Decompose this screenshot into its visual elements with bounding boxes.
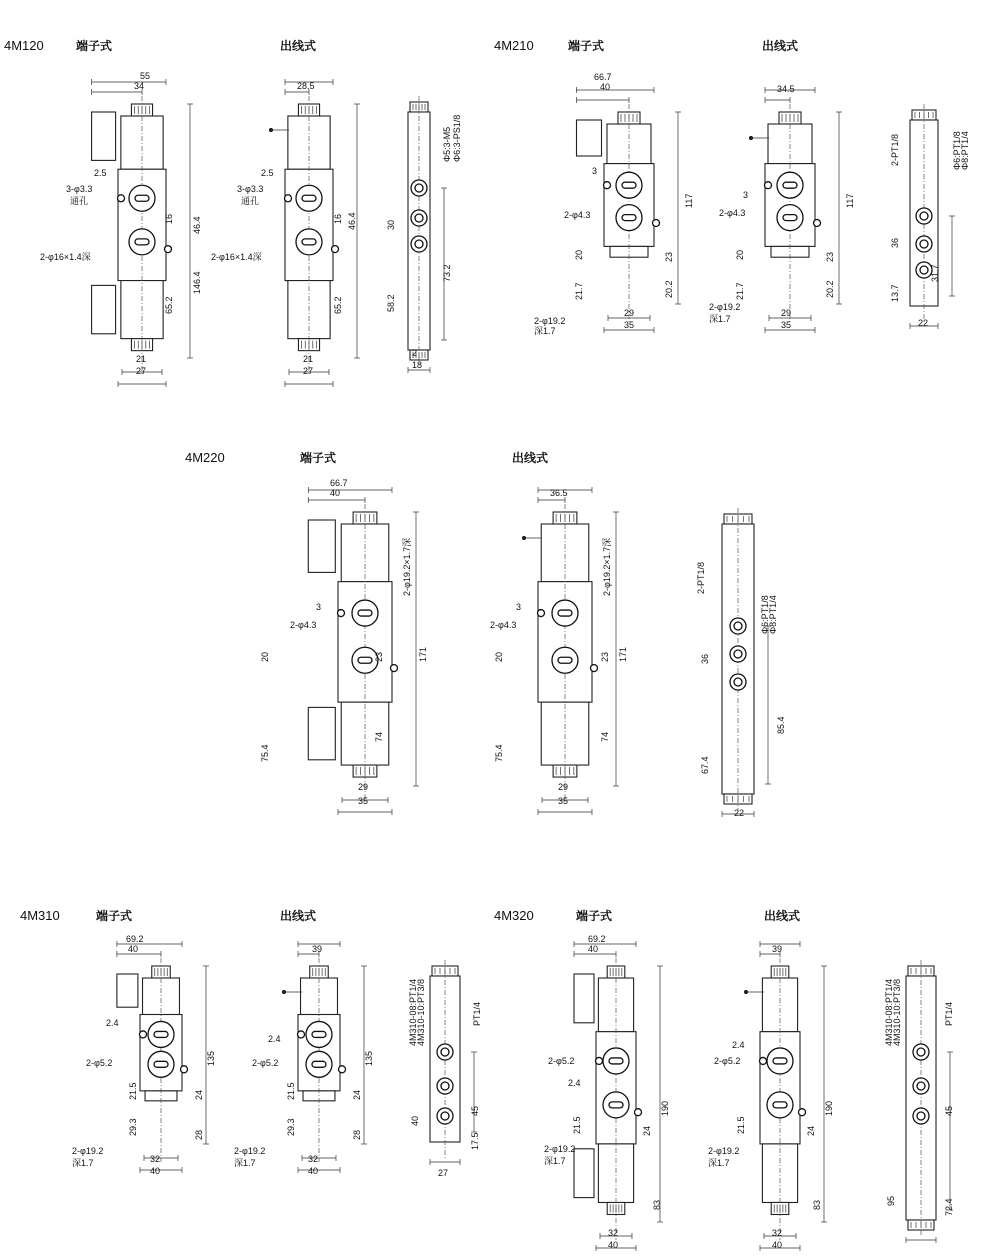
dimension-label: 2.4 xyxy=(568,1078,581,1088)
dimension-label: 40 xyxy=(600,82,611,92)
dimension-label: 40 xyxy=(308,1166,319,1176)
model-title: 4M310 xyxy=(20,908,60,923)
dimension-label: 22 xyxy=(918,318,929,328)
dimension-label: 40 xyxy=(150,1166,161,1176)
dimension-label: 13.7 xyxy=(890,284,900,302)
port-bore xyxy=(920,212,928,220)
port-bore xyxy=(441,1112,449,1120)
dimension-label: 30 xyxy=(386,219,396,230)
mount-hole xyxy=(591,665,598,672)
mount-hole xyxy=(635,1109,642,1116)
dimension-label: 190 xyxy=(660,1100,670,1116)
dimension-label: 72.4 xyxy=(944,1198,954,1216)
dimension-label: 2-φ4.3 xyxy=(564,210,591,220)
mount-hole xyxy=(338,610,345,617)
dimension-label: 2.4 xyxy=(268,1034,281,1044)
dimension-label: 171 xyxy=(418,646,428,662)
port-slot xyxy=(558,610,572,616)
dimension-label: Φ6:3-PS1/8 xyxy=(452,114,462,162)
view-title-terminal: 端子式 xyxy=(76,39,113,53)
dimension-label: 73.2 xyxy=(442,264,452,282)
dimension-label: 35 xyxy=(358,796,369,806)
port-slot xyxy=(312,1061,326,1067)
dimension-label: 2.5 xyxy=(94,168,107,178)
port-slot xyxy=(783,215,797,221)
dimension-label: 18 xyxy=(412,360,423,370)
dimension-label: 34.5 xyxy=(777,84,795,94)
dimension-label: 83 xyxy=(652,1199,662,1210)
dimension-label: 75.4 xyxy=(260,744,270,762)
dimension-label: PT1/4 xyxy=(472,1001,482,1026)
view-title-lead: 出线式 xyxy=(280,909,317,923)
dimension-label: 95 xyxy=(886,1195,896,1206)
port-bore xyxy=(441,1048,449,1056)
dimension-label: 2-PT1/8 xyxy=(890,133,900,166)
mount-hole xyxy=(391,665,398,672)
port-slot xyxy=(622,182,636,188)
annotation-label: 深1.7 xyxy=(72,1158,94,1168)
dimension-label: 28.5 xyxy=(297,81,315,91)
dimension-label: 20 xyxy=(494,651,504,662)
port-bore xyxy=(734,622,742,630)
dimension-label: 66.7 xyxy=(594,72,612,82)
view-title-lead: 出线式 xyxy=(762,39,799,53)
lead-wire-end xyxy=(744,990,747,993)
annotation-label: 深1.7 xyxy=(544,1156,566,1166)
mount-hole xyxy=(814,220,821,227)
dimension-label: 117 xyxy=(684,193,694,208)
mount-hole xyxy=(140,1031,147,1038)
mount-hole xyxy=(760,1057,767,1064)
dimension-label: 21.7 xyxy=(574,282,584,300)
port-slot xyxy=(154,1031,168,1037)
dimension-label: 27 xyxy=(438,1168,449,1178)
dimension-label: 171 xyxy=(618,646,628,662)
dimension-label: 2-φ4.3 xyxy=(290,620,317,630)
port-slot xyxy=(302,239,316,245)
dimension-label: 29.3 xyxy=(128,1118,138,1136)
dimension-label: 40 xyxy=(588,944,599,954)
dimension-label: 21.5 xyxy=(128,1082,138,1100)
dimension-label: 40 xyxy=(410,1115,420,1126)
port-bore xyxy=(441,1082,449,1090)
mount-hole xyxy=(285,195,292,202)
dimension-label: 深1.7 xyxy=(234,1158,256,1168)
dimension-label: 36 xyxy=(890,237,900,248)
dimension-label: 2.5 xyxy=(261,168,274,178)
dimension-label: 4M310-08:PT1/4 xyxy=(408,978,418,1046)
dimension-label: 35 xyxy=(781,320,792,330)
dimension-label: 55 xyxy=(140,71,151,81)
group-4m210 xyxy=(494,38,970,336)
dimension-label: 3 xyxy=(516,602,522,612)
dimension-label: 2-PT1/8 xyxy=(696,561,706,594)
view-title-terminal: 端子式 xyxy=(300,451,337,465)
port-slot xyxy=(773,1058,787,1064)
dimension-label: 20 xyxy=(574,249,584,260)
connector-housing xyxy=(577,120,602,156)
dimension-label: 21.7 xyxy=(735,282,745,300)
dimension-label: 2-φ19.2 xyxy=(709,302,741,312)
dimension-label: 32 xyxy=(150,1154,161,1164)
dimension-label: 190 xyxy=(824,1100,834,1116)
dimension-label: 27 xyxy=(136,366,147,376)
dimension-label: 65.2 xyxy=(164,296,174,314)
dimension-label: 16 xyxy=(164,213,174,224)
mount-hole xyxy=(298,1031,305,1038)
dimension-label: 2-φ5.2 xyxy=(252,1058,279,1068)
group-4m120 xyxy=(4,38,462,387)
port-bore xyxy=(917,1048,925,1056)
dimension-label: 24 xyxy=(806,1125,816,1136)
dimension-label: 35 xyxy=(624,320,635,330)
dimension-label: 29 xyxy=(558,782,569,792)
mount-hole xyxy=(799,1109,806,1116)
dimension-label: 85.4 xyxy=(776,716,786,734)
dimension-label: 69.2 xyxy=(588,934,606,944)
dimension-label: 24 xyxy=(194,1089,204,1100)
port-bore xyxy=(415,214,423,222)
port-slot xyxy=(312,1031,326,1037)
view-title-lead: 出线式 xyxy=(280,39,317,53)
port-slot xyxy=(154,1061,168,1067)
view-title-lead: 出线式 xyxy=(764,909,801,923)
group-4m310 xyxy=(20,908,482,1178)
port-bore xyxy=(415,184,423,192)
mount-hole xyxy=(339,1066,346,1073)
port-slot xyxy=(135,195,149,201)
dimension-label: 2-φ16×1.4深 xyxy=(211,252,262,262)
dimension-label: 32 xyxy=(608,1228,619,1238)
dimension-label: 69.2 xyxy=(126,934,144,944)
dimension-label: 20.2 xyxy=(825,280,835,298)
dimension-label: 36.5 xyxy=(550,488,568,498)
dimension-label: 3 xyxy=(592,166,598,176)
port-bore xyxy=(920,266,928,274)
port-slot xyxy=(135,239,149,245)
dimension-label: 通孔 xyxy=(241,196,260,206)
dimension-label: 23 xyxy=(600,651,610,662)
dimension-label: 2-φ19.2×1.7深 xyxy=(402,537,412,596)
dimension-label: 75.4 xyxy=(494,744,504,762)
dimension-label: 74 xyxy=(600,731,610,742)
dimension-label: 32 xyxy=(308,1154,319,1164)
lead-wire-end xyxy=(282,990,285,993)
dimension-label: PT1/4 xyxy=(944,1001,954,1026)
model-title: 4M120 xyxy=(4,38,44,53)
port-slot xyxy=(358,657,372,663)
dimension-label: 45 xyxy=(944,1105,954,1116)
port-bore xyxy=(734,650,742,658)
dimension-label: 2-φ19.2×1.7深 xyxy=(602,537,612,596)
port-bore xyxy=(917,1082,925,1090)
dimension-label: Φ8:PT1/4 xyxy=(768,595,778,634)
dimension-label: 74 xyxy=(374,731,384,742)
mount-hole xyxy=(653,220,660,227)
port-slot xyxy=(783,182,797,188)
dimension-label: 117 xyxy=(845,193,855,208)
view-title-lead: 出线式 xyxy=(512,451,549,465)
dimension-label: 2-φ19.2 xyxy=(72,1146,104,1156)
dimension-label: 29 xyxy=(358,782,369,792)
dimension-label: 2-φ19.2 xyxy=(234,1146,266,1156)
annotation-label: 通孔 xyxy=(70,196,89,206)
dimension-label: 17.5 xyxy=(470,1132,480,1150)
dimension-label: 46.4 xyxy=(192,216,202,234)
dimension-label: 21 xyxy=(136,354,147,364)
port-bore xyxy=(415,240,423,248)
mount-hole xyxy=(165,246,172,253)
connector-housing xyxy=(574,974,594,1023)
model-title: 4M210 xyxy=(494,38,534,53)
port-bore xyxy=(917,1112,925,1120)
dimension-label: 2-φ5.2 xyxy=(86,1058,113,1068)
lead-wire-end xyxy=(522,536,525,539)
port-bore xyxy=(920,240,928,248)
mount-hole xyxy=(118,195,125,202)
dimension-label: 16 xyxy=(333,213,343,224)
dimension-label: 67.4 xyxy=(700,756,710,774)
dimension-label: 32 xyxy=(772,1228,783,1238)
dimension-label: 46.4 xyxy=(347,212,357,230)
dimension-label: 35 xyxy=(558,796,569,806)
dimension-label: 2-φ4.3 xyxy=(490,620,517,630)
mount-hole xyxy=(765,182,772,189)
dimension-label: Φ6:PT1/8 xyxy=(760,595,770,634)
dimension-label: 40 xyxy=(772,1240,783,1250)
dimension-label: 23 xyxy=(374,651,384,662)
mount-hole xyxy=(604,182,611,189)
pilot-block xyxy=(598,978,633,1032)
dimension-label: 24 xyxy=(642,1125,652,1136)
port-slot xyxy=(773,1102,787,1108)
dimension-label: 20 xyxy=(260,651,270,662)
dimension-label: Φ6:PT1/8 xyxy=(952,131,962,170)
port-bore xyxy=(734,678,742,686)
dimension-label: 23 xyxy=(825,251,835,262)
dimension-label: 28 xyxy=(352,1129,362,1140)
connector-housing xyxy=(308,520,335,572)
port-slot xyxy=(358,610,372,616)
connector-housing xyxy=(574,1149,594,1198)
port-slot xyxy=(558,657,572,663)
mount-hole xyxy=(332,246,339,253)
dimension-label: 40 xyxy=(608,1240,619,1250)
annotation-label: 2-φ16×1.4深 xyxy=(40,252,91,262)
dimension-label: 4M310-10:PT3/8 xyxy=(416,978,426,1046)
dimension-label: 2.4 xyxy=(106,1018,119,1028)
dimension-label: 36 xyxy=(700,653,710,664)
dimension-label: 40 xyxy=(330,488,341,498)
model-title: 4M220 xyxy=(185,450,225,465)
port-slot xyxy=(302,195,316,201)
dimension-label: Φ8:PT1/4 xyxy=(960,131,970,170)
dimension-label: 2-φ19.2 xyxy=(708,1146,740,1156)
dimension-label: 135 xyxy=(206,1050,216,1066)
dimension-label: 65.2 xyxy=(333,296,343,314)
dimension-label: 45 xyxy=(470,1105,480,1116)
dimension-label: 40 xyxy=(128,944,139,954)
dimension-label: 2-φ5.2 xyxy=(548,1056,575,1066)
dimension-label: 83 xyxy=(812,1199,822,1210)
group-4m320 xyxy=(494,908,954,1251)
dimension-label: 3-φ3.3 xyxy=(237,184,264,194)
pilot-block xyxy=(341,524,389,582)
view-title-terminal: 端子式 xyxy=(568,39,605,53)
group-4m220 xyxy=(185,450,786,818)
pilot-block xyxy=(762,978,797,1032)
dimension-label: 21 xyxy=(303,354,314,364)
lead-wire-end xyxy=(749,136,752,139)
dimension-label: 39 xyxy=(312,944,323,954)
dimension-label: 3-φ3.3 xyxy=(66,184,93,194)
dimension-label: 21.5 xyxy=(286,1082,296,1100)
pilot-block xyxy=(541,524,589,582)
connector-housing xyxy=(308,707,335,759)
dimension-label: 28 xyxy=(194,1129,204,1140)
dimension-label: 66.7 xyxy=(330,478,348,488)
dimension-label: 2-φ4.3 xyxy=(719,208,746,218)
dimension-label: 58.2 xyxy=(386,294,396,312)
mount-hole xyxy=(538,610,545,617)
dimension-label: 21.5 xyxy=(736,1116,746,1134)
dimension-label: 3 xyxy=(316,602,322,612)
dimension-label: 3 xyxy=(743,190,749,200)
dimension-label: 31.7 xyxy=(930,264,940,282)
dimension-label: 深1.7 xyxy=(708,1158,730,1168)
dimension-label: 22 xyxy=(734,808,745,818)
dimension-label: 深1.7 xyxy=(709,314,731,324)
dimension-label: 29.3 xyxy=(286,1118,296,1136)
dimension-label: 2-φ19.2 xyxy=(544,1144,576,1154)
dimension-label: 27 xyxy=(303,366,314,376)
dimension-label: 23 xyxy=(664,251,674,262)
dimension-label: 4M310-08:PT1/4 xyxy=(884,978,894,1046)
dimension-label: 135 xyxy=(364,1050,374,1066)
dimension-label: 2-φ5.2 xyxy=(714,1056,741,1066)
dimension-label: 2-φ19.2 xyxy=(534,316,566,326)
model-title: 4M320 xyxy=(494,908,534,923)
dimension-label: 24 xyxy=(352,1089,362,1100)
dimension-label: 146.4 xyxy=(192,271,202,294)
lead-wire-end xyxy=(269,128,272,131)
port-slot xyxy=(609,1058,623,1064)
dimension-label: 2.4 xyxy=(732,1040,745,1050)
dimension-label: 20 xyxy=(735,249,745,260)
port-slot xyxy=(622,215,636,221)
dimension-label: 20.2 xyxy=(664,280,674,298)
dimension-label: 21.5 xyxy=(572,1116,582,1134)
dimension-label: Φ5:3-M5 xyxy=(442,126,452,162)
dimension-label: 29 xyxy=(781,308,792,318)
connector-housing xyxy=(92,285,116,333)
dimension-label: 4M310-10:PT3/8 xyxy=(892,978,902,1046)
connector-housing xyxy=(92,112,116,160)
mount-hole xyxy=(181,1066,188,1073)
view-title-terminal: 端子式 xyxy=(576,909,613,923)
dimension-label: 34 xyxy=(134,81,145,91)
dimension-label: 29 xyxy=(624,308,635,318)
annotation-label: 深1.7 xyxy=(534,326,556,336)
mount-hole xyxy=(596,1057,603,1064)
port-slot xyxy=(609,1102,623,1108)
view-title-terminal: 端子式 xyxy=(96,909,133,923)
connector-housing xyxy=(117,974,138,1007)
dimension-label: 39 xyxy=(772,944,783,954)
dimension-label: 2 xyxy=(412,348,418,358)
